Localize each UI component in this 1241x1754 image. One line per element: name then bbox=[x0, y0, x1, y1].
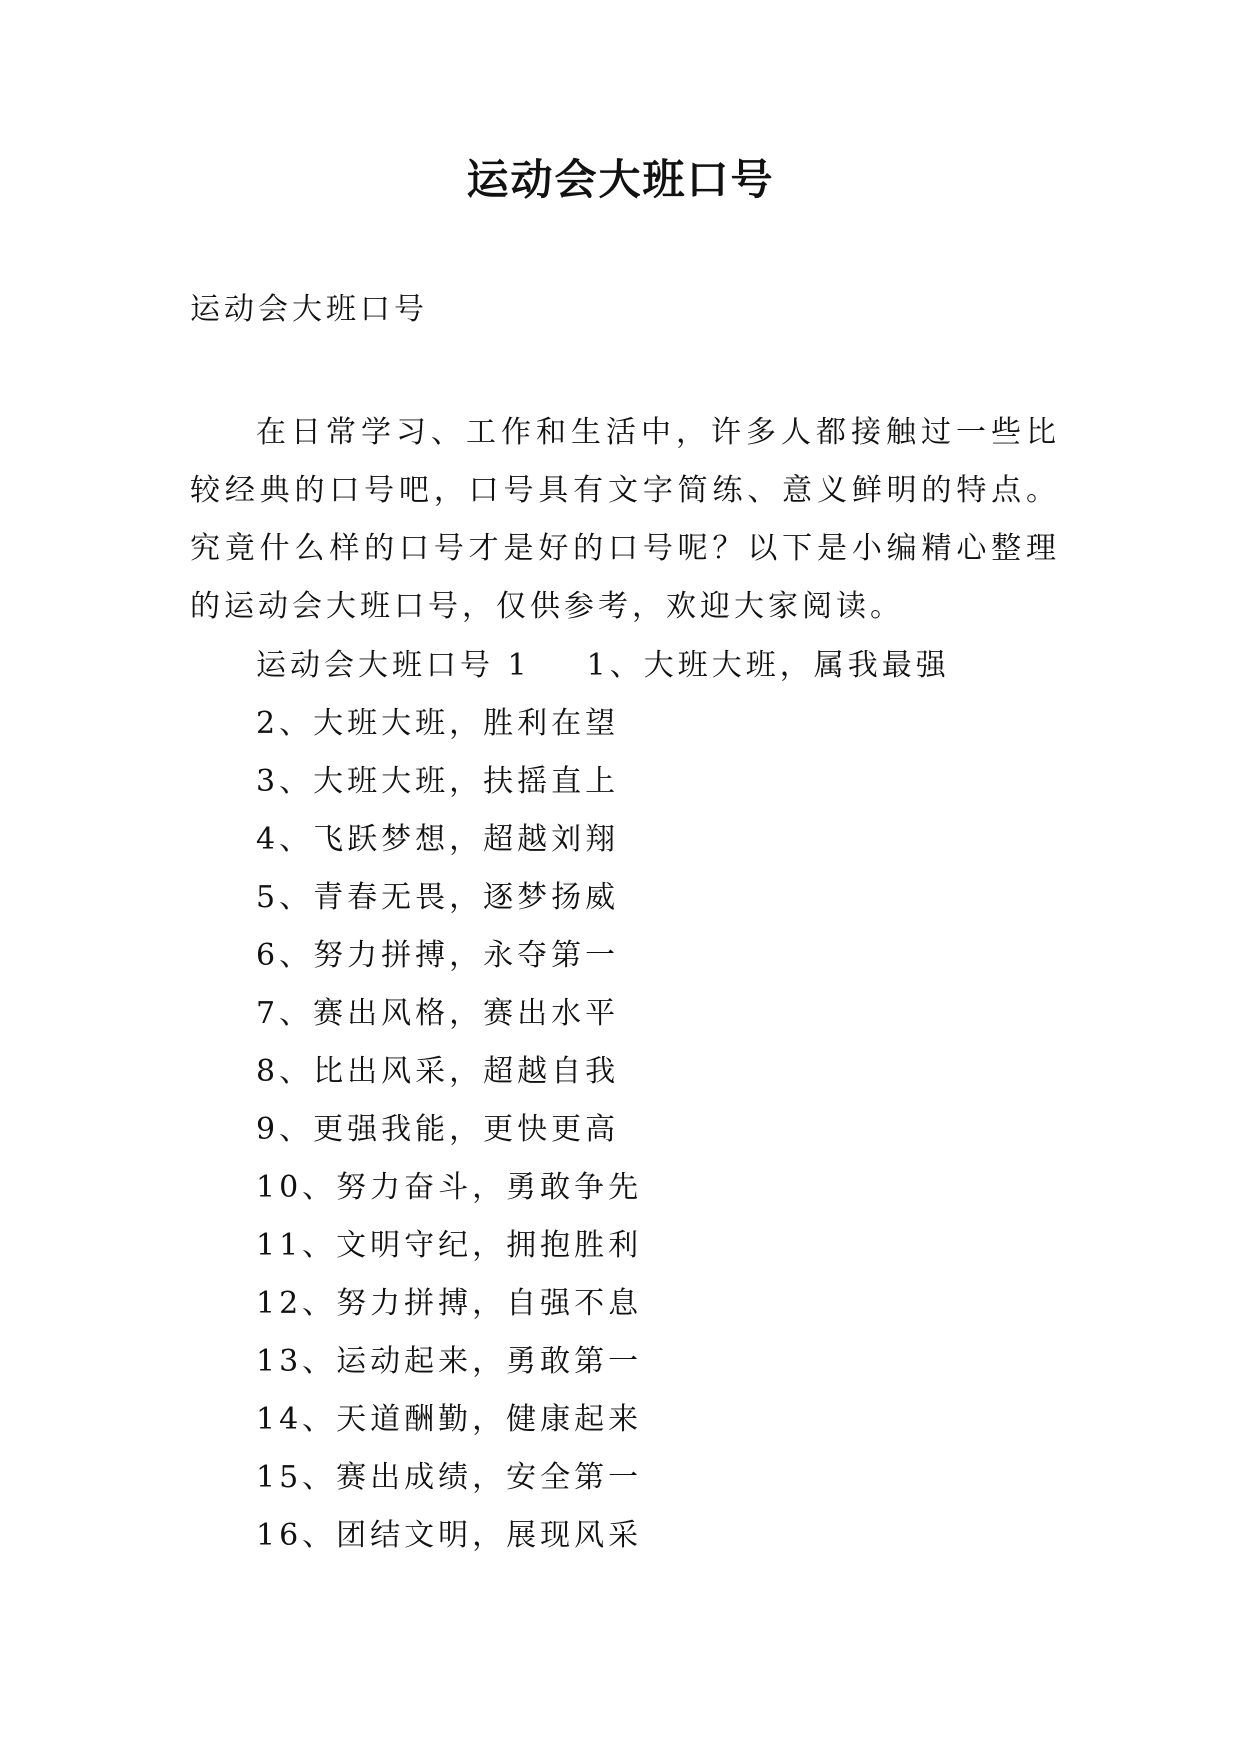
document-title: 运动会大班口号 bbox=[466, 155, 775, 204]
slogan-item: 11、文明守纪，拥抱胜利 bbox=[256, 1228, 643, 1263]
slogan-item: 16、团结文明，展现风采 bbox=[256, 1518, 643, 1553]
slogan-list bbox=[256, 637, 950, 1565]
slogan-item: 6、努力拼搏，永夺第一 bbox=[256, 938, 620, 973]
slogan-item: 7、赛出风格，赛出水平 bbox=[256, 996, 620, 1031]
slogan-item: 9、更强我能，更快更高 bbox=[256, 1112, 620, 1147]
slogan-item: 14、天道酬勤，健康起来 bbox=[256, 1402, 643, 1437]
slogan-item: 15、赛出成绩，安全第一 bbox=[256, 1460, 643, 1495]
intro-paragraph: 在日常学习、工作和生活中，许多人都接触过一些比较经典的口号吧，口号具有文字简练、意义鲜明的特点。究竟什么样的口号才是好的口号呢？以下是小编精心整理的运动会大班口号，仅供参考，欢迎大家阅读。 bbox=[190, 415, 1060, 624]
slogan-item: 13、运动起来，勇敢第一 bbox=[256, 1344, 643, 1379]
slogan-item: 5、青春无畏，逐梦扬威 bbox=[256, 880, 620, 915]
slogan-item: 10、努力奋斗，勇敢争先 bbox=[256, 1170, 643, 1205]
slogan-item bbox=[256, 637, 950, 695]
slogan-text: 1、大班大班，属我最强 bbox=[586, 648, 950, 683]
document-subtitle: 运动会大班口号 bbox=[190, 292, 428, 327]
slogan-item: 4、飞跃梦想，超越刘翔 bbox=[256, 822, 620, 857]
section-heading: 运动会大班口号 1 bbox=[256, 648, 531, 683]
slogan-item: 12、努力拼搏，自强不息 bbox=[256, 1286, 643, 1321]
slogan-item: 2、大班大班，胜利在望 bbox=[256, 706, 620, 741]
slogan-item: 3、大班大班，扶摇直上 bbox=[256, 764, 620, 799]
slogan-item: 8、比出风采，超越自我 bbox=[256, 1054, 620, 1089]
